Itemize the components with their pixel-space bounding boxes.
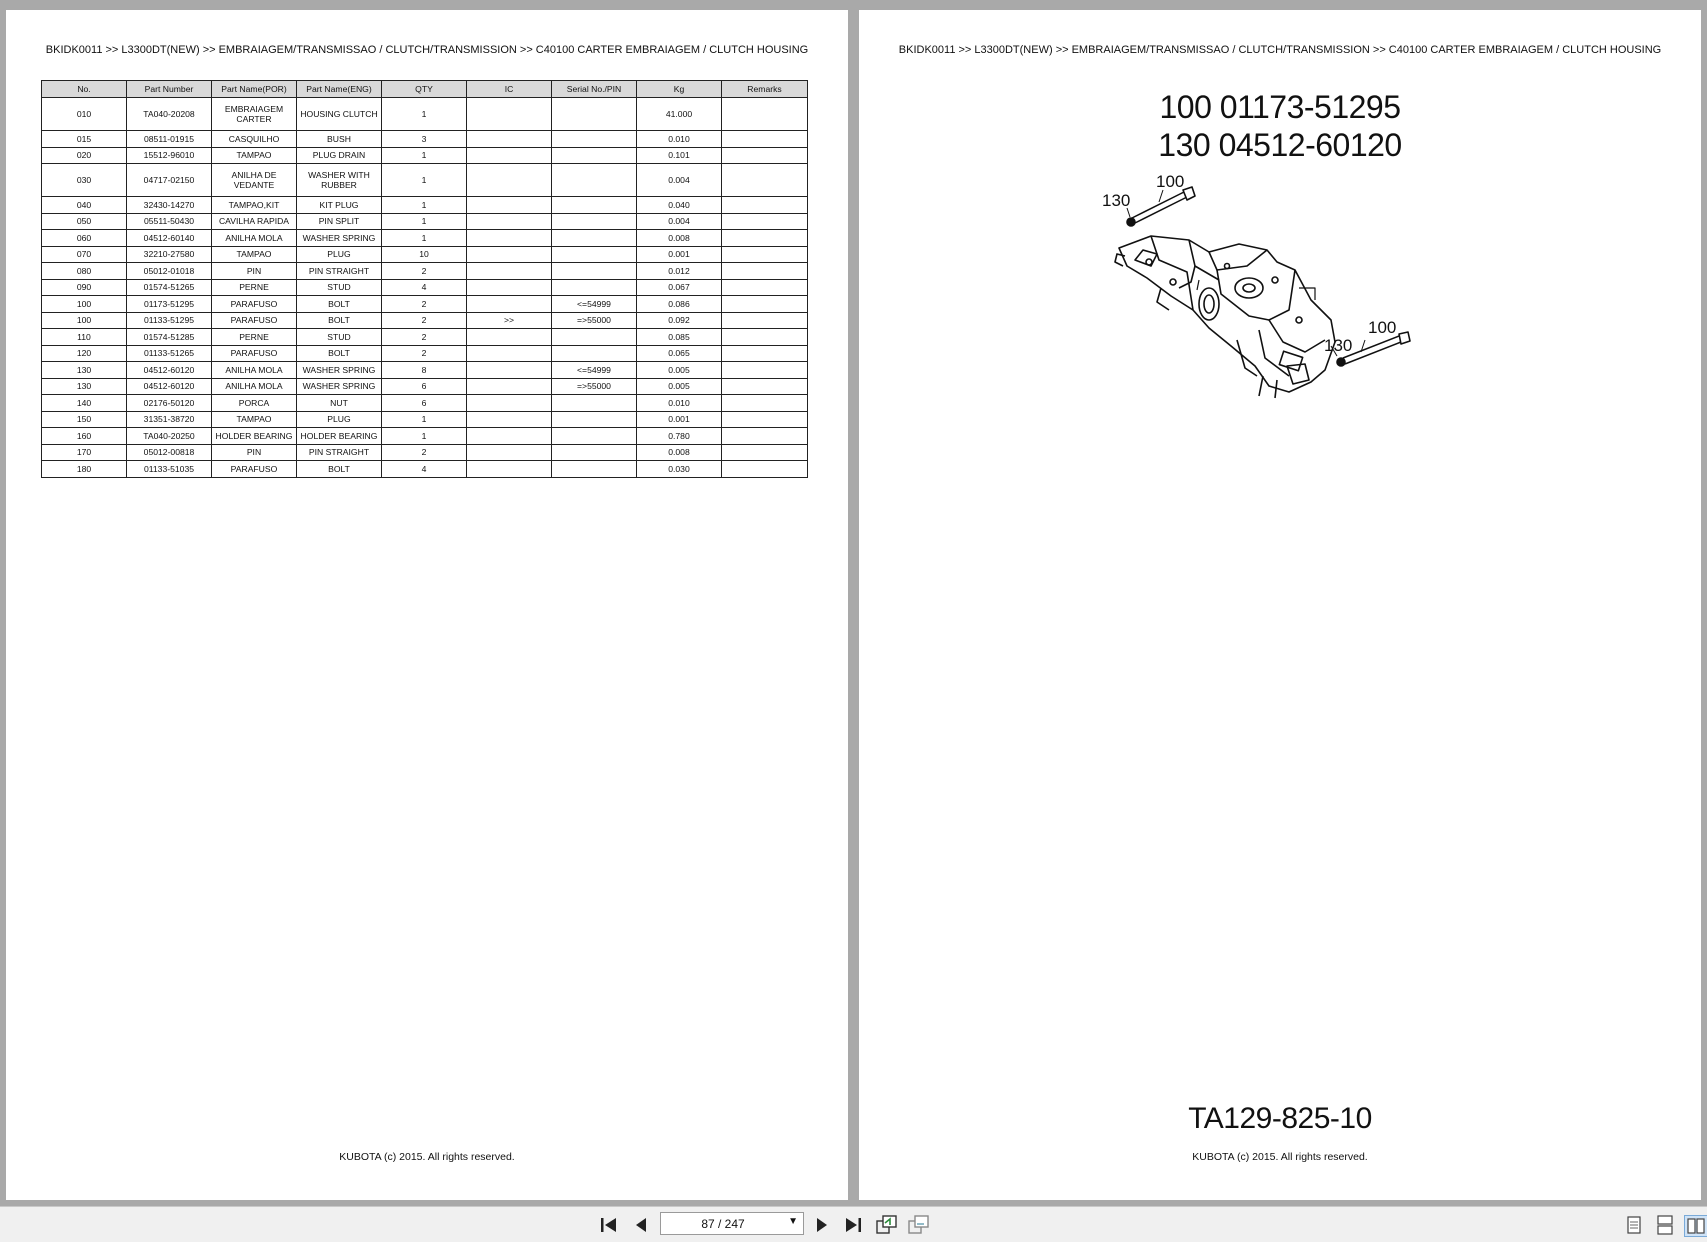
- table-cell: >>: [467, 312, 552, 329]
- table-cell: [467, 329, 552, 346]
- table-cell: PORCA: [212, 395, 297, 412]
- figure-id: TA129-825-10: [1188, 1102, 1372, 1135]
- table-row: [42, 428, 808, 445]
- table-cell: 1: [382, 213, 467, 230]
- table-row: [42, 312, 808, 329]
- table-cell: NUT: [297, 395, 382, 412]
- table-cell: 01133-51035: [127, 461, 212, 478]
- table-cell: 0.065: [637, 345, 722, 362]
- column-header: Remarks: [722, 81, 808, 98]
- part-code-line: 100 01173-51295: [1159, 89, 1401, 125]
- table-cell: [722, 279, 808, 296]
- table-cell: [467, 411, 552, 428]
- table-row: [42, 411, 808, 428]
- table-cell: [467, 428, 552, 445]
- table-cell: [552, 230, 637, 247]
- table-cell: 2: [382, 312, 467, 329]
- table-cell: [722, 362, 808, 379]
- table-cell: 0.010: [637, 131, 722, 148]
- table-cell: 0.040: [637, 197, 722, 214]
- table-cell: TA040-20208: [127, 98, 212, 131]
- table-cell: ANILHA MOLA: [212, 230, 297, 247]
- column-header: No.: [42, 81, 127, 98]
- table-cell: 040: [42, 197, 127, 214]
- callout-label: 130: [1102, 191, 1131, 210]
- table-cell: 01574-51285: [127, 329, 212, 346]
- table-cell: 015: [42, 131, 127, 148]
- copyright-footer: KUBOTA (c) 2015. All rights reserved.: [339, 1151, 515, 1163]
- table-cell: 090: [42, 279, 127, 296]
- table-cell: 060: [42, 230, 127, 247]
- table-cell: PLUG: [297, 411, 382, 428]
- table-cell: EMBRAIAGEM CARTER: [212, 98, 297, 131]
- table-cell: PIN: [212, 263, 297, 280]
- table-cell: [552, 197, 637, 214]
- table-cell: PIN: [212, 444, 297, 461]
- table-cell: BUSH: [297, 131, 382, 148]
- table-cell: 050: [42, 213, 127, 230]
- table-cell: 0.004: [637, 213, 722, 230]
- table-row: [42, 395, 808, 412]
- table-cell: [552, 279, 637, 296]
- table-cell: 04512-60120: [127, 362, 212, 379]
- table-cell: PIN STRAIGHT: [297, 263, 382, 280]
- table-cell: [467, 246, 552, 263]
- callout-label: 100: [1156, 172, 1185, 191]
- table-cell: 0.005: [637, 378, 722, 395]
- table-cell: 1: [382, 197, 467, 214]
- table-cell: PARAFUSO: [212, 345, 297, 362]
- part-code-list: [859, 88, 1701, 164]
- table-cell: 010: [42, 98, 127, 131]
- table-cell: [722, 444, 808, 461]
- table-row: [42, 147, 808, 164]
- table-cell: [722, 395, 808, 412]
- table-cell: 070: [42, 246, 127, 263]
- single-page-icon[interactable]: [1623, 1215, 1645, 1235]
- table-cell: 41.000: [637, 98, 722, 131]
- table-row: [42, 296, 808, 313]
- table-cell: 32210-27580: [127, 246, 212, 263]
- table-cell: 0.010: [637, 395, 722, 412]
- table-cell: 31351-38720: [127, 411, 212, 428]
- table-cell: 0.780: [637, 428, 722, 445]
- table-cell: 150: [42, 411, 127, 428]
- table-cell: BOLT: [297, 312, 382, 329]
- table-cell: 2: [382, 296, 467, 313]
- table-cell: 2: [382, 345, 467, 362]
- table-cell: 0.101: [637, 147, 722, 164]
- table-cell: [467, 395, 552, 412]
- table-cell: [467, 345, 552, 362]
- fit-page-icon[interactable]: [876, 1215, 898, 1235]
- table-cell: [722, 312, 808, 329]
- table-row: [42, 263, 808, 280]
- table-cell: 08511-01915: [127, 131, 212, 148]
- table-cell: 180: [42, 461, 127, 478]
- first-page-icon[interactable]: [598, 1215, 620, 1235]
- table-cell: 4: [382, 461, 467, 478]
- table-cell: PARAFUSO: [212, 461, 297, 478]
- table-cell: [722, 246, 808, 263]
- table-cell: 0.030: [637, 461, 722, 478]
- table-cell: 120: [42, 345, 127, 362]
- table-cell: [467, 378, 552, 395]
- column-header: Part Name(POR): [212, 81, 297, 98]
- table-cell: [722, 98, 808, 131]
- table-cell: CAVILHA RAPIDA: [212, 213, 297, 230]
- table-cell: 04512-60120: [127, 378, 212, 395]
- table-cell: 2: [382, 329, 467, 346]
- table-cell: 0.004: [637, 164, 722, 197]
- table-cell: 1: [382, 428, 467, 445]
- table-cell: PERNE: [212, 279, 297, 296]
- table-cell: [552, 461, 637, 478]
- table-cell: WASHER SPRING: [297, 378, 382, 395]
- table-cell: [722, 428, 808, 445]
- clutch-housing-drawing: [1099, 170, 1479, 440]
- parts-list-page: [6, 10, 848, 1200]
- table-cell: PLUG DRAIN: [297, 147, 382, 164]
- table-cell: [722, 197, 808, 214]
- table-cell: [722, 296, 808, 313]
- table-cell: 6: [382, 395, 467, 412]
- table-row: [42, 378, 808, 395]
- table-cell: 05012-00818: [127, 444, 212, 461]
- column-header: Kg: [637, 81, 722, 98]
- column-header: QTY: [382, 81, 467, 98]
- table-row: [42, 279, 808, 296]
- table-cell: =>55000: [552, 312, 637, 329]
- table-cell: ANILHA MOLA: [212, 378, 297, 395]
- table-cell: [467, 263, 552, 280]
- table-cell: BOLT: [297, 296, 382, 313]
- table-cell: 0.001: [637, 411, 722, 428]
- table-cell: [552, 395, 637, 412]
- table-cell: 04717-02150: [127, 164, 212, 197]
- table-cell: TAMPAO: [212, 411, 297, 428]
- table-cell: 0.085: [637, 329, 722, 346]
- table-cell: 2: [382, 263, 467, 280]
- table-cell: 04512-60140: [127, 230, 212, 247]
- table-cell: 1: [382, 230, 467, 247]
- table-cell: BOLT: [297, 461, 382, 478]
- table-cell: [467, 131, 552, 148]
- table-cell: 32430-14270: [127, 197, 212, 214]
- table-cell: [722, 411, 808, 428]
- table-cell: [552, 246, 637, 263]
- table-cell: 0.067: [637, 279, 722, 296]
- table-cell: [722, 329, 808, 346]
- table-cell: [722, 263, 808, 280]
- table-cell: 05511-50430: [127, 213, 212, 230]
- column-header: Part Number: [127, 81, 212, 98]
- table-cell: [467, 213, 552, 230]
- table-cell: 8: [382, 362, 467, 379]
- table-cell: [722, 230, 808, 247]
- table-cell: [552, 213, 637, 230]
- page-number-field[interactable]: [660, 1212, 804, 1235]
- parts-table: [41, 80, 808, 478]
- table-row: [42, 345, 808, 362]
- table-cell: PARAFUSO: [212, 296, 297, 313]
- table-cell: 160: [42, 428, 127, 445]
- table-cell: [467, 164, 552, 197]
- table-cell: PARAFUSO: [212, 312, 297, 329]
- table-cell: [722, 378, 808, 395]
- table-cell: 01173-51295: [127, 296, 212, 313]
- table-row: [42, 213, 808, 230]
- table-row: [42, 246, 808, 263]
- prev-page-icon[interactable]: [630, 1215, 652, 1235]
- table-cell: [467, 98, 552, 131]
- table-cell: [552, 345, 637, 362]
- table-cell: 100: [42, 296, 127, 313]
- page-indicator: 87 / 247: [701, 1217, 745, 1231]
- table-cell: [722, 461, 808, 478]
- table-cell: 3: [382, 131, 467, 148]
- table-cell: [722, 213, 808, 230]
- table-cell: STUD: [297, 279, 382, 296]
- table-cell: <=54999: [552, 296, 637, 313]
- table-cell: [722, 345, 808, 362]
- table-cell: HOUSING CLUTCH: [297, 98, 382, 131]
- table-cell: [722, 164, 808, 197]
- table-cell: 15512-96010: [127, 147, 212, 164]
- table-cell: 110: [42, 329, 127, 346]
- table-cell: CASQUILHO: [212, 131, 297, 148]
- table-cell: 080: [42, 263, 127, 280]
- table-cell: 0.001: [637, 246, 722, 263]
- table-cell: [552, 131, 637, 148]
- table-row: [42, 444, 808, 461]
- column-header: IC: [467, 81, 552, 98]
- table-cell: <=54999: [552, 362, 637, 379]
- callout-label: 130: [1324, 336, 1353, 355]
- table-cell: TAMPAO: [212, 246, 297, 263]
- table-cell: [552, 147, 637, 164]
- table-cell: HOLDER BEARING: [212, 428, 297, 445]
- table-cell: 6: [382, 378, 467, 395]
- table-cell: 01133-51295: [127, 312, 212, 329]
- copyright-footer: KUBOTA (c) 2015. All rights reserved.: [1192, 1151, 1368, 1163]
- continuous-page-icon[interactable]: [1654, 1215, 1676, 1235]
- breadcrumb: BKIDK0011 >> L3300DT(NEW) >> EMBRAIAGEM/TRANSMISSAO / CLUTCH/TRANSMISSION >> C40100 CARTER EMBRAIAGEM / CLUTCH HOUSING: [45, 44, 809, 56]
- part-code-line: 130 04512-60120: [1158, 127, 1402, 163]
- table-cell: KIT PLUG: [297, 197, 382, 214]
- table-cell: 130: [42, 378, 127, 395]
- table-cell: [467, 279, 552, 296]
- table-row: [42, 131, 808, 148]
- table-cell: 02176-50120: [127, 395, 212, 412]
- table-cell: 1: [382, 164, 467, 197]
- fit-width-icon[interactable]: [908, 1215, 930, 1235]
- table-row: [42, 197, 808, 214]
- table-row: [42, 98, 808, 131]
- table-cell: 0.086: [637, 296, 722, 313]
- illustration-page: [859, 10, 1701, 1200]
- table-cell: TA040-20250: [127, 428, 212, 445]
- viewer-toolbar: [0, 1206, 1707, 1242]
- table-cell: [552, 411, 637, 428]
- table-cell: 030: [42, 164, 127, 197]
- table-cell: 2: [382, 444, 467, 461]
- parts-table-body: [42, 98, 808, 478]
- table-cell: 0.008: [637, 230, 722, 247]
- table-cell: [467, 444, 552, 461]
- table-cell: WASHER SPRING: [297, 362, 382, 379]
- table-cell: PLUG: [297, 246, 382, 263]
- table-cell: WASHER SPRING: [297, 230, 382, 247]
- table-cell: [722, 131, 808, 148]
- table-cell: ANILHA MOLA: [212, 362, 297, 379]
- table-cell: [467, 230, 552, 247]
- table-cell: 0.008: [637, 444, 722, 461]
- callout-label: 100: [1368, 318, 1397, 337]
- column-header: Part Name(ENG): [297, 81, 382, 98]
- breadcrumb: BKIDK0011 >> L3300DT(NEW) >> EMBRAIAGEM/TRANSMISSAO / CLUTCH/TRANSMISSION >> C40100 CARTER EMBRAIAGEM / CLUTCH HOUSING: [898, 44, 1662, 56]
- table-cell: HOLDER BEARING: [297, 428, 382, 445]
- table-cell: 130: [42, 362, 127, 379]
- table-cell: [552, 428, 637, 445]
- table-cell: 1: [382, 411, 467, 428]
- table-cell: [722, 147, 808, 164]
- table-cell: 1: [382, 147, 467, 164]
- table-row: [42, 164, 808, 197]
- table-cell: TAMPAO,KIT: [212, 197, 297, 214]
- column-header: Serial No./PIN: [552, 81, 637, 98]
- table-row: [42, 230, 808, 247]
- table-header-row: [42, 81, 808, 98]
- table-cell: =>55000: [552, 378, 637, 395]
- table-cell: [467, 461, 552, 478]
- table-cell: 100: [42, 312, 127, 329]
- table-row: [42, 329, 808, 346]
- table-cell: [552, 164, 637, 197]
- two-page-icon[interactable]: [1684, 1215, 1707, 1237]
- table-cell: 4: [382, 279, 467, 296]
- table-cell: [467, 197, 552, 214]
- table-cell: [552, 329, 637, 346]
- table-cell: [467, 362, 552, 379]
- table-row: [42, 461, 808, 478]
- table-cell: 140: [42, 395, 127, 412]
- table-cell: [467, 296, 552, 313]
- table-cell: [467, 147, 552, 164]
- next-page-icon[interactable]: [811, 1215, 833, 1235]
- table-cell: 01133-51265: [127, 345, 212, 362]
- table-cell: [552, 444, 637, 461]
- table-cell: [552, 263, 637, 280]
- table-cell: PIN SPLIT: [297, 213, 382, 230]
- table-cell: [552, 98, 637, 131]
- table-cell: 0.092: [637, 312, 722, 329]
- table-cell: ANILHA DE VEDANTE: [212, 164, 297, 197]
- table-cell: 0.012: [637, 263, 722, 280]
- table-cell: 0.005: [637, 362, 722, 379]
- table-cell: PIN STRAIGHT: [297, 444, 382, 461]
- table-cell: BOLT: [297, 345, 382, 362]
- table-cell: 1: [382, 98, 467, 131]
- table-cell: TAMPAO: [212, 147, 297, 164]
- table-cell: STUD: [297, 329, 382, 346]
- table-cell: WASHER WITH RUBBER: [297, 164, 382, 197]
- table-cell: 10: [382, 246, 467, 263]
- last-page-icon[interactable]: [842, 1215, 864, 1235]
- table-cell: 05012-01018: [127, 263, 212, 280]
- table-cell: 020: [42, 147, 127, 164]
- chevron-down-icon[interactable]: ▼: [788, 1216, 798, 1227]
- table-row: [42, 362, 808, 379]
- table-cell: 01574-51265: [127, 279, 212, 296]
- table-cell: 170: [42, 444, 127, 461]
- table-cell: PERNE: [212, 329, 297, 346]
